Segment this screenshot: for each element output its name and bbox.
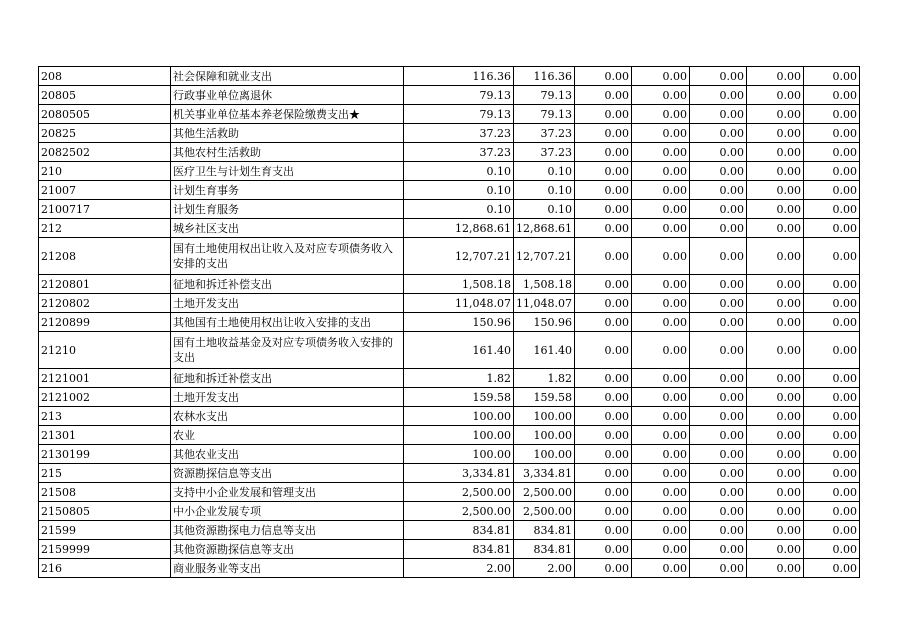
table-row bbox=[39, 559, 860, 578]
subject-code-cell: 2100717 bbox=[39, 200, 171, 219]
amount-cell: 0.00 bbox=[803, 426, 859, 445]
amount-cell: 0.00 bbox=[746, 559, 803, 578]
subject-code-cell: 215 bbox=[39, 464, 171, 483]
amount-cell: 0.00 bbox=[631, 105, 689, 124]
amount-cell: 0.10 bbox=[404, 181, 514, 200]
amount-cell: 3,334.81 bbox=[404, 464, 514, 483]
amount-cell: 0.00 bbox=[689, 540, 746, 559]
amount-cell: 0.00 bbox=[631, 238, 689, 275]
amount-cell: 116.36 bbox=[404, 67, 514, 86]
amount-cell: 0.00 bbox=[631, 426, 689, 445]
amount-cell: 0.00 bbox=[746, 369, 803, 388]
subject-code-cell: 21599 bbox=[39, 521, 171, 540]
amount-cell: 0.00 bbox=[689, 521, 746, 540]
amount-cell: 11,048.07 bbox=[404, 294, 514, 313]
amount-cell: 100.00 bbox=[514, 426, 575, 445]
amount-cell: 0.10 bbox=[514, 162, 575, 181]
amount-cell: 0.00 bbox=[689, 445, 746, 464]
amount-cell: 0.00 bbox=[689, 332, 746, 369]
amount-cell: 0.00 bbox=[803, 67, 859, 86]
table-row bbox=[39, 86, 860, 105]
subject-name-cell: 机关事业单位基本养老保险缴费支出★ bbox=[171, 105, 404, 124]
subject-code-cell: 216 bbox=[39, 559, 171, 578]
amount-cell: 0.10 bbox=[404, 200, 514, 219]
subject-code-cell: 2150805 bbox=[39, 502, 171, 521]
amount-cell: 0.00 bbox=[746, 143, 803, 162]
amount-cell: 0.00 bbox=[803, 407, 859, 426]
amount-cell: 0.00 bbox=[746, 238, 803, 275]
amount-cell: 12,707.21 bbox=[514, 238, 575, 275]
amount-cell: 0.00 bbox=[689, 483, 746, 502]
amount-cell: 1,508.18 bbox=[404, 275, 514, 294]
amount-cell: 2.00 bbox=[404, 559, 514, 578]
amount-cell: 37.23 bbox=[404, 124, 514, 143]
table-row bbox=[39, 181, 860, 200]
subject-code-cell: 21007 bbox=[39, 181, 171, 200]
amount-cell: 0.00 bbox=[803, 483, 859, 502]
amount-cell: 0.00 bbox=[631, 407, 689, 426]
amount-cell: 0.00 bbox=[803, 181, 859, 200]
subject-name-cell: 土地开发支出 bbox=[171, 294, 404, 313]
table-row bbox=[39, 388, 860, 407]
amount-cell: 834.81 bbox=[404, 540, 514, 559]
amount-cell: 0.00 bbox=[803, 388, 859, 407]
subject-code-cell: 21508 bbox=[39, 483, 171, 502]
subject-name-cell: 计划生育服务 bbox=[171, 200, 404, 219]
table-row bbox=[39, 294, 860, 313]
amount-cell: 1.82 bbox=[514, 369, 575, 388]
amount-cell: 0.00 bbox=[574, 313, 631, 332]
amount-cell: 0.00 bbox=[803, 219, 859, 238]
amount-cell: 0.00 bbox=[689, 181, 746, 200]
amount-cell: 0.00 bbox=[689, 86, 746, 105]
table-body bbox=[39, 67, 860, 578]
amount-cell: 3,334.81 bbox=[514, 464, 575, 483]
amount-cell: 12,707.21 bbox=[404, 238, 514, 275]
amount-cell: 1,508.18 bbox=[514, 275, 575, 294]
amount-cell: 0.00 bbox=[631, 294, 689, 313]
amount-cell: 0.00 bbox=[746, 86, 803, 105]
amount-cell: 0.00 bbox=[689, 162, 746, 181]
amount-cell: 79.13 bbox=[404, 105, 514, 124]
subject-name-cell: 其他国有土地使用权出让收入安排的支出 bbox=[171, 313, 404, 332]
amount-cell: 0.00 bbox=[631, 162, 689, 181]
amount-cell: 0.00 bbox=[803, 332, 859, 369]
table-row bbox=[39, 67, 860, 86]
table-row bbox=[39, 238, 860, 275]
amount-cell: 0.00 bbox=[574, 502, 631, 521]
subject-code-cell: 2120802 bbox=[39, 294, 171, 313]
amount-cell: 116.36 bbox=[514, 67, 575, 86]
table-row bbox=[39, 200, 860, 219]
amount-cell: 0.00 bbox=[574, 219, 631, 238]
amount-cell: 0.00 bbox=[746, 294, 803, 313]
table-row bbox=[39, 143, 860, 162]
amount-cell: 0.10 bbox=[404, 162, 514, 181]
subject-name-cell: 国有土地使用权出让收入及对应专项债务收入安排的支出 bbox=[171, 238, 404, 275]
amount-cell: 834.81 bbox=[514, 540, 575, 559]
amount-cell: 0.00 bbox=[746, 332, 803, 369]
amount-cell: 0.00 bbox=[689, 559, 746, 578]
amount-cell: 0.00 bbox=[631, 200, 689, 219]
amount-cell: 0.00 bbox=[746, 388, 803, 407]
amount-cell: 0.00 bbox=[631, 124, 689, 143]
amount-cell: 0.00 bbox=[631, 559, 689, 578]
table-row bbox=[39, 445, 860, 464]
amount-cell: 0.00 bbox=[574, 67, 631, 86]
table-row bbox=[39, 332, 860, 369]
amount-cell: 0.00 bbox=[574, 332, 631, 369]
amount-cell: 0.00 bbox=[689, 143, 746, 162]
amount-cell: 0.00 bbox=[746, 67, 803, 86]
amount-cell: 0.00 bbox=[631, 464, 689, 483]
amount-cell: 0.00 bbox=[803, 105, 859, 124]
subject-name-cell: 资源勘探信息等支出 bbox=[171, 464, 404, 483]
amount-cell: 0.00 bbox=[631, 332, 689, 369]
amount-cell: 0.00 bbox=[746, 200, 803, 219]
amount-cell: 0.00 bbox=[746, 426, 803, 445]
subject-code-cell: 2159999 bbox=[39, 540, 171, 559]
amount-cell: 0.00 bbox=[689, 105, 746, 124]
amount-cell: 0.00 bbox=[746, 483, 803, 502]
amount-cell: 0.00 bbox=[574, 86, 631, 105]
amount-cell: 0.00 bbox=[746, 445, 803, 464]
amount-cell: 0.00 bbox=[574, 483, 631, 502]
amount-cell: 100.00 bbox=[404, 407, 514, 426]
amount-cell: 0.00 bbox=[746, 407, 803, 426]
subject-name-cell: 城乡社区支出 bbox=[171, 219, 404, 238]
amount-cell: 0.00 bbox=[631, 219, 689, 238]
amount-cell: 159.58 bbox=[514, 388, 575, 407]
amount-cell: 0.00 bbox=[803, 369, 859, 388]
amount-cell: 0.00 bbox=[574, 464, 631, 483]
amount-cell: 79.13 bbox=[404, 86, 514, 105]
subject-code-cell: 21301 bbox=[39, 426, 171, 445]
amount-cell: 0.00 bbox=[689, 426, 746, 445]
amount-cell: 0.00 bbox=[746, 521, 803, 540]
amount-cell: 0.00 bbox=[746, 181, 803, 200]
subject-code-cell: 2082502 bbox=[39, 143, 171, 162]
amount-cell: 0.00 bbox=[689, 124, 746, 143]
amount-cell: 0.00 bbox=[746, 275, 803, 294]
table-row bbox=[39, 521, 860, 540]
subject-name-cell: 征地和拆迁补偿支出 bbox=[171, 369, 404, 388]
amount-cell: 37.23 bbox=[514, 143, 575, 162]
subject-code-cell: 2080505 bbox=[39, 105, 171, 124]
amount-cell: 0.00 bbox=[574, 388, 631, 407]
amount-cell: 0.00 bbox=[689, 219, 746, 238]
amount-cell: 834.81 bbox=[404, 521, 514, 540]
amount-cell: 0.00 bbox=[803, 445, 859, 464]
subject-code-cell: 2121002 bbox=[39, 388, 171, 407]
amount-cell: 0.00 bbox=[574, 200, 631, 219]
amount-cell: 0.00 bbox=[689, 502, 746, 521]
subject-code-cell: 2121001 bbox=[39, 369, 171, 388]
amount-cell: 12,868.61 bbox=[514, 219, 575, 238]
subject-name-cell: 中小企业发展专项 bbox=[171, 502, 404, 521]
amount-cell: 0.00 bbox=[574, 426, 631, 445]
amount-cell: 0.00 bbox=[574, 124, 631, 143]
amount-cell: 0.00 bbox=[689, 67, 746, 86]
amount-cell: 0.00 bbox=[631, 369, 689, 388]
amount-cell: 0.00 bbox=[574, 445, 631, 464]
amount-cell: 2.00 bbox=[514, 559, 575, 578]
subject-code-cell: 208 bbox=[39, 67, 171, 86]
subject-code-cell: 2120899 bbox=[39, 313, 171, 332]
subject-code-cell: 212 bbox=[39, 219, 171, 238]
subject-code-cell: 21208 bbox=[39, 238, 171, 275]
table-row bbox=[39, 483, 860, 502]
subject-name-cell: 其他农业支出 bbox=[171, 445, 404, 464]
amount-cell: 0.00 bbox=[803, 540, 859, 559]
amount-cell: 0.00 bbox=[803, 238, 859, 275]
amount-cell: 0.00 bbox=[746, 313, 803, 332]
amount-cell: 0.00 bbox=[689, 388, 746, 407]
amount-cell: 0.00 bbox=[689, 238, 746, 275]
amount-cell: 150.96 bbox=[404, 313, 514, 332]
amount-cell: 37.23 bbox=[404, 143, 514, 162]
amount-cell: 0.00 bbox=[574, 238, 631, 275]
subject-code-cell: 2120801 bbox=[39, 275, 171, 294]
subject-name-cell: 农林水支出 bbox=[171, 407, 404, 426]
amount-cell: 0.00 bbox=[803, 162, 859, 181]
subject-name-cell: 其他资源勘探电力信息等支出 bbox=[171, 521, 404, 540]
subject-name-cell: 农业 bbox=[171, 426, 404, 445]
subject-name-cell: 土地开发支出 bbox=[171, 388, 404, 407]
table-row bbox=[39, 407, 860, 426]
amount-cell: 0.00 bbox=[803, 294, 859, 313]
budget-expenditure-table bbox=[38, 66, 860, 578]
amount-cell: 0.00 bbox=[803, 313, 859, 332]
amount-cell: 0.00 bbox=[574, 162, 631, 181]
amount-cell: 79.13 bbox=[514, 86, 575, 105]
table-row bbox=[39, 313, 860, 332]
amount-cell: 0.00 bbox=[746, 162, 803, 181]
amount-cell: 0.00 bbox=[574, 143, 631, 162]
amount-cell: 0.00 bbox=[803, 124, 859, 143]
amount-cell: 0.00 bbox=[803, 86, 859, 105]
table-row bbox=[39, 540, 860, 559]
amount-cell: 0.10 bbox=[514, 200, 575, 219]
amount-cell: 2,500.00 bbox=[404, 483, 514, 502]
amount-cell: 0.00 bbox=[631, 502, 689, 521]
subject-name-cell: 医疗卫生与计划生育支出 bbox=[171, 162, 404, 181]
amount-cell: 0.00 bbox=[574, 540, 631, 559]
table-row bbox=[39, 369, 860, 388]
amount-cell: 0.00 bbox=[631, 67, 689, 86]
subject-name-cell: 支持中小企业发展和管理支出 bbox=[171, 483, 404, 502]
amount-cell: 0.00 bbox=[574, 407, 631, 426]
amount-cell: 11,048.07 bbox=[514, 294, 575, 313]
table-row bbox=[39, 105, 860, 124]
amount-cell: 834.81 bbox=[514, 521, 575, 540]
amount-cell: 0.00 bbox=[803, 521, 859, 540]
amount-cell: 0.00 bbox=[631, 388, 689, 407]
amount-cell: 161.40 bbox=[514, 332, 575, 369]
amount-cell: 0.00 bbox=[574, 521, 631, 540]
amount-cell: 0.00 bbox=[631, 181, 689, 200]
amount-cell: 37.23 bbox=[514, 124, 575, 143]
amount-cell: 0.00 bbox=[689, 407, 746, 426]
amount-cell: 0.00 bbox=[803, 464, 859, 483]
amount-cell: 0.00 bbox=[803, 143, 859, 162]
subject-name-cell: 其他农村生活救助 bbox=[171, 143, 404, 162]
subject-name-cell: 其他生活救助 bbox=[171, 124, 404, 143]
subject-name-cell: 商业服务业等支出 bbox=[171, 559, 404, 578]
table-row bbox=[39, 275, 860, 294]
amount-cell: 0.00 bbox=[746, 105, 803, 124]
amount-cell: 0.00 bbox=[689, 464, 746, 483]
amount-cell: 0.10 bbox=[514, 181, 575, 200]
amount-cell: 0.00 bbox=[631, 521, 689, 540]
amount-cell: 0.00 bbox=[746, 219, 803, 238]
amount-cell: 0.00 bbox=[631, 86, 689, 105]
subject-code-cell: 20825 bbox=[39, 124, 171, 143]
amount-cell: 0.00 bbox=[631, 445, 689, 464]
amount-cell: 150.96 bbox=[514, 313, 575, 332]
amount-cell: 100.00 bbox=[514, 445, 575, 464]
amount-cell: 0.00 bbox=[631, 143, 689, 162]
amount-cell: 0.00 bbox=[631, 483, 689, 502]
amount-cell: 0.00 bbox=[574, 105, 631, 124]
amount-cell: 0.00 bbox=[689, 200, 746, 219]
subject-name-cell: 国有土地收益基金及对应专项债务收入安排的支出 bbox=[171, 332, 404, 369]
amount-cell: 100.00 bbox=[514, 407, 575, 426]
subject-code-cell: 21210 bbox=[39, 332, 171, 369]
amount-cell: 161.40 bbox=[404, 332, 514, 369]
subject-code-cell: 213 bbox=[39, 407, 171, 426]
subject-code-cell: 210 bbox=[39, 162, 171, 181]
amount-cell: 0.00 bbox=[803, 559, 859, 578]
amount-cell: 0.00 bbox=[689, 313, 746, 332]
amount-cell: 2,500.00 bbox=[514, 483, 575, 502]
amount-cell: 2,500.00 bbox=[404, 502, 514, 521]
subject-code-cell: 2130199 bbox=[39, 445, 171, 464]
amount-cell: 100.00 bbox=[404, 445, 514, 464]
amount-cell: 0.00 bbox=[689, 294, 746, 313]
table-row bbox=[39, 502, 860, 521]
amount-cell: 0.00 bbox=[574, 369, 631, 388]
amount-cell: 0.00 bbox=[746, 464, 803, 483]
amount-cell: 0.00 bbox=[746, 540, 803, 559]
subject-name-cell: 其他资源勘探信息等支出 bbox=[171, 540, 404, 559]
table-row bbox=[39, 162, 860, 181]
amount-cell: 12,868.61 bbox=[404, 219, 514, 238]
amount-cell: 0.00 bbox=[803, 275, 859, 294]
amount-cell: 1.82 bbox=[404, 369, 514, 388]
amount-cell: 0.00 bbox=[574, 294, 631, 313]
amount-cell: 0.00 bbox=[803, 502, 859, 521]
subject-name-cell: 计划生育事务 bbox=[171, 181, 404, 200]
subject-code-cell: 20805 bbox=[39, 86, 171, 105]
amount-cell: 0.00 bbox=[746, 502, 803, 521]
amount-cell: 0.00 bbox=[689, 369, 746, 388]
amount-cell: 79.13 bbox=[514, 105, 575, 124]
subject-name-cell: 社会保障和就业支出 bbox=[171, 67, 404, 86]
amount-cell: 159.58 bbox=[404, 388, 514, 407]
table-row bbox=[39, 464, 860, 483]
amount-cell: 100.00 bbox=[404, 426, 514, 445]
amount-cell: 0.00 bbox=[746, 124, 803, 143]
amount-cell: 0.00 bbox=[631, 313, 689, 332]
amount-cell: 0.00 bbox=[689, 275, 746, 294]
table-row bbox=[39, 219, 860, 238]
amount-cell: 0.00 bbox=[574, 559, 631, 578]
amount-cell: 2,500.00 bbox=[514, 502, 575, 521]
amount-cell: 0.00 bbox=[631, 275, 689, 294]
table-row bbox=[39, 426, 860, 445]
table-row bbox=[39, 124, 860, 143]
amount-cell: 0.00 bbox=[803, 200, 859, 219]
subject-name-cell: 征地和拆迁补偿支出 bbox=[171, 275, 404, 294]
subject-name-cell: 行政事业单位离退休 bbox=[171, 86, 404, 105]
amount-cell: 0.00 bbox=[574, 181, 631, 200]
amount-cell: 0.00 bbox=[574, 275, 631, 294]
amount-cell: 0.00 bbox=[631, 540, 689, 559]
